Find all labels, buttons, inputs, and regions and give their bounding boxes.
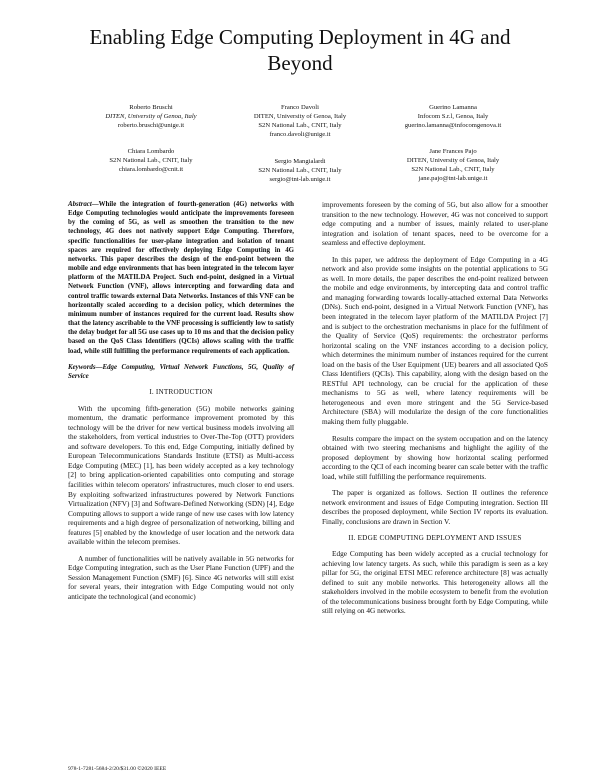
keywords-lead: Keywords <box>68 363 96 371</box>
author-name: Roberto Bruschi <box>129 104 173 111</box>
author-block <box>66 103 236 130</box>
section-heading: II. EDGE COMPUTING DEPLOYMENT AND ISSUES <box>348 533 522 542</box>
author-block <box>66 147 236 174</box>
author-email: guerino.lamanna@infocomgenova.it <box>404 122 502 129</box>
author-block <box>215 157 385 184</box>
author-affiliation: DITEN, University of Genoa, Italy <box>253 113 347 120</box>
author-block <box>215 103 385 139</box>
author-affiliation: DITEN, University of Genoa, Italy <box>105 113 197 120</box>
author-affiliation: S2N National Lab., CNIT, Italy <box>411 166 495 173</box>
author-block <box>368 147 538 183</box>
author-email: roberto.bruschi@unige.it <box>117 122 185 129</box>
author-affiliation: S2N National Lab., CNIT, Italy <box>109 157 193 164</box>
author-email: franco.davoli@unige.it <box>269 131 331 138</box>
left-column <box>68 200 294 609</box>
abstract-text: —While the integration of fourth-generation (4G) networks with Edge Computing technologies would anticipate the improvements foreseen by the coming of 5G, as well as smoothen the transition to the new technology, 4G does not natively support Edge Computing. Therefore, specific functionalities for user-plane integration and isolation of tenant spaces are required for effectively deploying Edge Computing in 4G networks. This paper describes the design of the end-point between the mobile and edge environments that has been integrated in the telecom layer platform of the MATILDA Project. Such end-point, designed in a Virtual Network Function (VNF), allows intercepting and forwarding data and control traffic towards external Data Networks. Instances of this VNF can be horizontally scaled according to a decision policy, which determines the minimum number of instances required for the current load. Results show that the latency ascribable to the VNF processing is sufficiently low to satisfy the delay budget for all 5G use cases up to 10 ms and that the decision policy based on the QoS Class Identifiers (QCIs) allows scaling with the traffic load, while still fulfilling the performance requirements of each application. <box>68 201 294 355</box>
abstract-lead: Abstract <box>68 201 92 208</box>
paragraph: With the upcoming fifth-generation (5G) mobile networks gaining momentum, the dramatic performance improvement promoted by this technology will be the driver for new vertical business models involving all the stakeholders, from vertical industries to Over-The-Top (OTT) providers and software developers. To this end, Edge Computing, initially defined by European Telecommunications Standards Institute (ETSI) as Multi-access Edge Computing (MEC) [1], has been widely accepted as a key technology [2] to bring application-oriented capabilities onto computing and storage facilities within telecom operators' infrastructures, much closer to end users. By exploiting softwarized infrastructures powered by Network Functions Virtualization (NFV) [3] and Software-Defined Networking (SDN) [4], Edge Computing allows to support a wide range of new use cases with low latency requirements and a high degree of personalization of networking, billing and features [5] enabled by the knowledge of user location and the network data available within the telecom premises. <box>68 403 294 547</box>
author-affiliation: Infocom S.r.l, Genoa, Italy <box>417 113 489 120</box>
paragraph: Results compare the impact on the system occupation and on the latency obtained with two steering mechanisms and highlight the agility of the proposed deployment by showing how horizontal scaling performed according to the QCI of each incoming bearer can scale better with the traffic load, while still fulfilling the performance requirements. <box>322 433 548 481</box>
paragraph: improvements foreseen by the coming of 5G, but also allow for a smoother transition to the new technology. However, 4G was not conceived to support edge computing and a number of issues, mainly related to user-plane integration and isolation of tenant spaces, need to be overcome for a seamless and effective deployment. <box>322 200 548 248</box>
author-name: Sergio Mangialardi <box>274 158 326 165</box>
keywords <box>68 363 294 381</box>
right-column <box>322 200 548 623</box>
author-name: Jane Frances Pajo <box>429 148 477 155</box>
paragraph: The paper is organized as follows. Section II outlines the reference network environment and issues of Edge Computing integration. Section III describes the proposed deployment, while Section IV reports its evaluation. Finally, conclusions are drawn in Section V. <box>322 488 548 526</box>
copyright-footer: 978-1-7281-5684-2/20/$31.00 ©2020 IEEE <box>68 766 167 772</box>
author-email: chiara.lombardo@cnit.it <box>118 166 184 173</box>
author-affiliation: S2N National Lab., CNIT, Italy <box>258 122 342 129</box>
author-email: sergio@tnt-lab.unige.it <box>269 176 331 183</box>
paragraph: In this paper, we address the deployment of Edge Computing in a 4G network and also provide some insights on the potential applications to 5G as well. In more details, the paper describes the end-point realized between the mobile and edge environments, by intercepting data and control traffic and managing forwarding towards locally-attached external Data Networks (DNs). Such end-point, designed in a Virtual Network Function (VNF), has been integrated in the telecom layer platform of the MATILDA Project [7] and is subject to the orchestration mechanisms in place for the fulfilment of the Quality of Service (QoS) requirements: the orchestrator performs horizontal scaling on the VNF instances according to a decision policy, which determines the minimum number of instances required for the current load on the basis of the User Equipment (UE) bearers and all associated QoS Class Identifiers (QCIs). This capability, along with the design based on the RESTful API technology, can be crucial for the application of these mechanisms to 5G as well, where latency requirements will be heterogeneous and even more stringent and the 5G Service-based Architecture (SBA) will modularize the design of the core functionalities making them fully pluggable. <box>322 254 548 427</box>
author-email: jane.pajo@tnt-lab.unige.it <box>418 175 488 182</box>
paragraph: A number of functionalities will be natively available in 5G networks for Edge Computing integration, such as the User Plane Function (UPF) and the Session Management Function (SMF) [6]. Since 4G networks will still exist for several years, their integration with Edge Computing would not only anticipate the technological (and economic) <box>68 553 294 601</box>
author-block <box>368 103 538 130</box>
author-name: Guerino Lamanna <box>429 104 477 111</box>
keywords-text: —Edge Computing, Virtual Network Functions, 5G, Quality of Service <box>68 363 294 380</box>
section-heading: I. INTRODUCTION <box>149 388 213 397</box>
author-name: Franco Davoli <box>281 104 319 111</box>
paper-title: Enabling Edge Computing Deployment in 4G and Beyond <box>89 25 511 75</box>
abstract <box>68 200 294 356</box>
author-name: Chiara Lombardo <box>127 148 175 155</box>
author-affiliation: S2N National Lab., CNIT, Italy <box>258 167 342 174</box>
paragraph: Edge Computing has been widely accepted as a crucial technology for achieving low latency targets. As such, while this paradigm is seen as a key pillar for 5G, the original ETSI MEC reference architecture [8] was actually defined to suit any mobile networks. This heterogeneity allows all the stakeholders involved in the mobile ecosystem to benefit from the evolution of the telecommunications business brought forth by Edge Computing, while still relying on 4G networks. <box>322 549 548 616</box>
author-affiliation: DITEN, University of Genoa, Italy <box>406 157 500 164</box>
